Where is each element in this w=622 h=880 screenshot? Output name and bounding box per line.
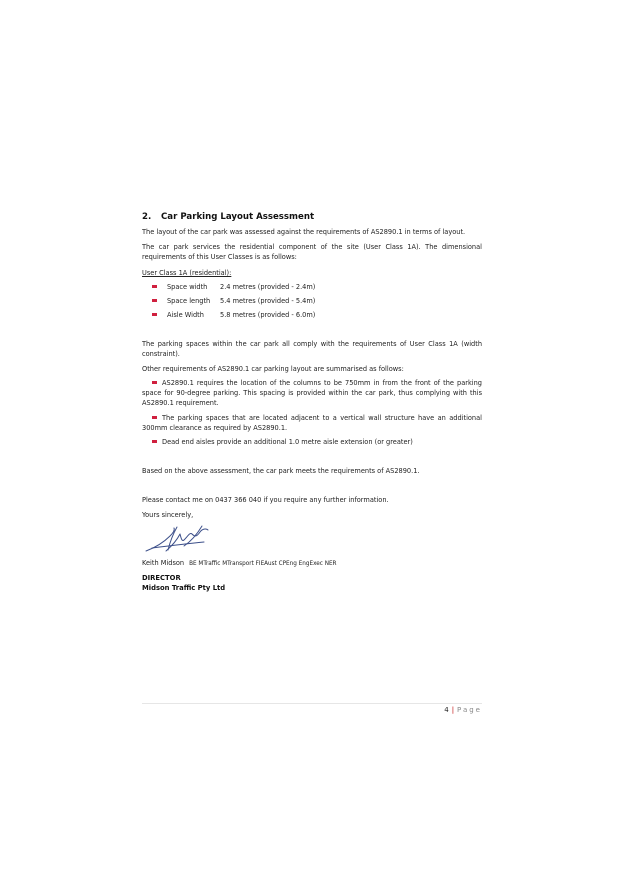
- section-number: 2.: [142, 212, 152, 222]
- spec-item: [152, 282, 315, 292]
- bullet-icon: [152, 285, 157, 288]
- signature-image: [144, 524, 212, 554]
- signatory-role: DIRECTOR: [142, 574, 181, 582]
- requirement-item: [142, 378, 482, 408]
- user-class-paragraph: The car park services the residential component of the site (User Class 1A). The dimensional requirements of this User Classes is as follows:: [142, 243, 482, 261]
- intro-paragraph: The layout of the car park was assessed against the requirements of AS2890.1 in terms of layout.: [142, 228, 466, 236]
- contact-paragraph: Please contact me on 0437 366 040 if you require any further information.: [142, 496, 389, 504]
- bullet-icon: [152, 381, 157, 384]
- spec-value: 5.8 metres (provided - 6.0m): [220, 311, 316, 319]
- spec-value: 5.4 metres (provided - 5.4m): [220, 297, 316, 305]
- requirement-text: The parking spaces that are located adjacent to a vertical wall structure have an additional 300mm clearance as required by AS2890.1.: [142, 414, 482, 432]
- requirement-item: [142, 413, 482, 433]
- closing-text: Yours sincerely,: [142, 511, 194, 519]
- page-label: Page: [457, 706, 482, 714]
- signatory-qualifications: BE MTraffic MTransport FIEAust CPEng EngExec NER: [189, 561, 337, 567]
- bullet-icon: [152, 416, 157, 419]
- footer-divider: [142, 703, 482, 704]
- requirement-text: Dead end aisles provide an additional 1.0 metre aisle extension (or greater): [162, 438, 413, 446]
- requirement-item: [142, 437, 482, 447]
- spec-label: Space length: [167, 297, 211, 305]
- compliance-paragraph: The parking spaces within the car park all comply with the requirements of User Class 1A (width constraint).: [142, 340, 482, 358]
- bullet-icon: [152, 299, 157, 302]
- spec-item: [152, 310, 315, 320]
- signatory-name: Keith Midson: [142, 559, 185, 567]
- footer-separator: |: [451, 706, 455, 714]
- signatory-company: Midson Traffic Pty Ltd: [142, 584, 226, 592]
- section-heading: [142, 212, 314, 222]
- requirement-text: AS2890.1 requires the location of the columns to be 750mm in from the front of the parking space for 90-degree parking. This spacing is provided within the car park, thus complying with this AS2890.1 requirement.: [142, 379, 482, 407]
- bullet-icon: [152, 313, 157, 316]
- spec-label: Space width: [167, 283, 208, 291]
- page-number: 4: [444, 706, 449, 714]
- page-footer: [444, 706, 482, 714]
- conclusion-paragraph: Based on the above assessment, the car park meets the requirements of AS2890.1.: [142, 467, 420, 475]
- bullet-icon: [152, 440, 157, 443]
- spec-value: 2.4 metres (provided - 2.4m): [220, 283, 316, 291]
- signatory-line: [142, 559, 337, 567]
- spec-item: [152, 296, 315, 306]
- spec-label: Aisle Width: [167, 311, 204, 319]
- document-page: [142, 0, 482, 880]
- user-class-heading: User Class 1A (residential):: [142, 269, 232, 277]
- section-title: Car Parking Layout Assessment: [161, 212, 315, 222]
- other-requirements-paragraph: Other requirements of AS2890.1 car parking layout are summarised as follows:: [142, 365, 404, 373]
